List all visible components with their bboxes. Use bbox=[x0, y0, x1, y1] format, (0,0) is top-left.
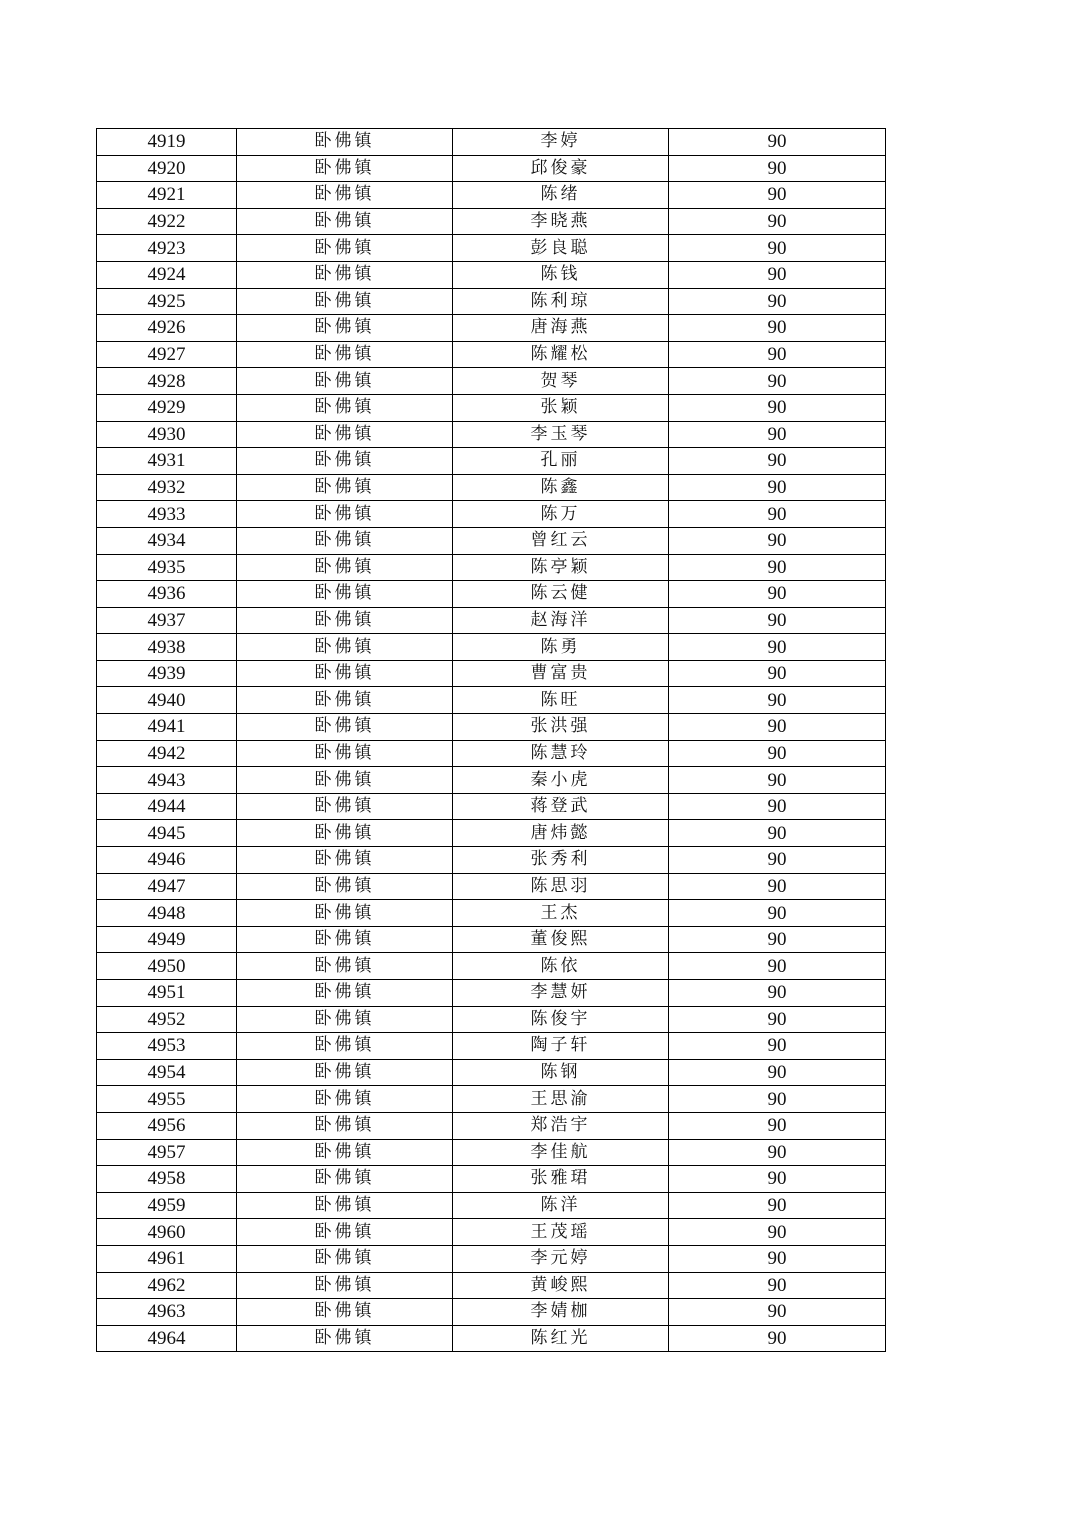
cell-town: 卧佛镇 bbox=[237, 501, 453, 528]
cell-name: 郑浩宇 bbox=[453, 1112, 669, 1139]
table-row bbox=[97, 1006, 886, 1033]
cell-name: 陈钢 bbox=[453, 1059, 669, 1086]
cell-id: 4956 bbox=[97, 1112, 237, 1139]
cell-id: 4949 bbox=[97, 926, 237, 953]
table-row bbox=[97, 1033, 886, 1060]
cell-score: 90 bbox=[669, 554, 886, 581]
cell-name: 张雅珺 bbox=[453, 1166, 669, 1193]
table-row bbox=[97, 182, 886, 209]
cell-name: 陈依 bbox=[453, 953, 669, 980]
cell-score: 90 bbox=[669, 1325, 886, 1352]
cell-name: 陈洋 bbox=[453, 1192, 669, 1219]
table-row bbox=[97, 288, 886, 315]
cell-town: 卧佛镇 bbox=[237, 847, 453, 874]
cell-id: 4932 bbox=[97, 474, 237, 501]
cell-name: 贺琴 bbox=[453, 368, 669, 395]
cell-name: 陈万 bbox=[453, 501, 669, 528]
cell-score: 90 bbox=[669, 820, 886, 847]
table-row bbox=[97, 660, 886, 687]
table-row bbox=[97, 1086, 886, 1113]
cell-score: 90 bbox=[669, 980, 886, 1007]
cell-id: 4957 bbox=[97, 1139, 237, 1166]
cell-name: 李佳航 bbox=[453, 1139, 669, 1166]
cell-score: 90 bbox=[669, 1112, 886, 1139]
cell-name: 张洪强 bbox=[453, 714, 669, 741]
cell-name: 李婧枷 bbox=[453, 1299, 669, 1326]
cell-town: 卧佛镇 bbox=[237, 235, 453, 262]
table-row bbox=[97, 900, 886, 927]
cell-name: 张颖 bbox=[453, 394, 669, 421]
cell-town: 卧佛镇 bbox=[237, 368, 453, 395]
roster-table-body bbox=[97, 129, 886, 1352]
cell-score: 90 bbox=[669, 1299, 886, 1326]
cell-score: 90 bbox=[669, 847, 886, 874]
cell-score: 90 bbox=[669, 182, 886, 209]
cell-town: 卧佛镇 bbox=[237, 448, 453, 475]
cell-name: 李晓燕 bbox=[453, 208, 669, 235]
cell-id: 4922 bbox=[97, 208, 237, 235]
cell-id: 4953 bbox=[97, 1033, 237, 1060]
cell-id: 4937 bbox=[97, 607, 237, 634]
cell-name: 李元婷 bbox=[453, 1245, 669, 1272]
table-row bbox=[97, 554, 886, 581]
table-row bbox=[97, 341, 886, 368]
cell-score: 90 bbox=[669, 288, 886, 315]
table-row bbox=[97, 394, 886, 421]
cell-name: 王思渝 bbox=[453, 1086, 669, 1113]
cell-name: 陈思羽 bbox=[453, 873, 669, 900]
table-row bbox=[97, 208, 886, 235]
cell-town: 卧佛镇 bbox=[237, 1272, 453, 1299]
cell-score: 90 bbox=[669, 261, 886, 288]
cell-score: 90 bbox=[669, 926, 886, 953]
cell-score: 90 bbox=[669, 315, 886, 342]
table-row bbox=[97, 368, 886, 395]
cell-name: 曾红云 bbox=[453, 527, 669, 554]
cell-town: 卧佛镇 bbox=[237, 793, 453, 820]
table-row bbox=[97, 1059, 886, 1086]
table-row bbox=[97, 980, 886, 1007]
cell-town: 卧佛镇 bbox=[237, 288, 453, 315]
cell-town: 卧佛镇 bbox=[237, 767, 453, 794]
cell-name: 陈旺 bbox=[453, 687, 669, 714]
cell-id: 4951 bbox=[97, 980, 237, 1007]
cell-id: 4923 bbox=[97, 235, 237, 262]
cell-score: 90 bbox=[669, 394, 886, 421]
cell-score: 90 bbox=[669, 634, 886, 661]
cell-score: 90 bbox=[669, 1033, 886, 1060]
cell-town: 卧佛镇 bbox=[237, 1006, 453, 1033]
cell-id: 4925 bbox=[97, 288, 237, 315]
table-row bbox=[97, 873, 886, 900]
cell-id: 4946 bbox=[97, 847, 237, 874]
table-row bbox=[97, 607, 886, 634]
cell-id: 4930 bbox=[97, 421, 237, 448]
cell-name: 陈利琼 bbox=[453, 288, 669, 315]
cell-id: 4961 bbox=[97, 1245, 237, 1272]
cell-name: 赵海洋 bbox=[453, 607, 669, 634]
cell-score: 90 bbox=[669, 1272, 886, 1299]
cell-score: 90 bbox=[669, 501, 886, 528]
cell-town: 卧佛镇 bbox=[237, 953, 453, 980]
cell-town: 卧佛镇 bbox=[237, 740, 453, 767]
cell-id: 4926 bbox=[97, 315, 237, 342]
cell-town: 卧佛镇 bbox=[237, 208, 453, 235]
cell-name: 秦小虎 bbox=[453, 767, 669, 794]
cell-name: 陈鑫 bbox=[453, 474, 669, 501]
cell-id: 4933 bbox=[97, 501, 237, 528]
cell-name: 李玉琴 bbox=[453, 421, 669, 448]
cell-town: 卧佛镇 bbox=[237, 687, 453, 714]
cell-id: 4943 bbox=[97, 767, 237, 794]
table-row bbox=[97, 315, 886, 342]
table-row bbox=[97, 1299, 886, 1326]
cell-id: 4924 bbox=[97, 261, 237, 288]
cell-score: 90 bbox=[669, 767, 886, 794]
cell-id: 4931 bbox=[97, 448, 237, 475]
table-row bbox=[97, 1219, 886, 1246]
cell-name: 曹富贵 bbox=[453, 660, 669, 687]
cell-town: 卧佛镇 bbox=[237, 1139, 453, 1166]
cell-town: 卧佛镇 bbox=[237, 980, 453, 1007]
cell-town: 卧佛镇 bbox=[237, 421, 453, 448]
cell-score: 90 bbox=[669, 527, 886, 554]
cell-town: 卧佛镇 bbox=[237, 1033, 453, 1060]
cell-id: 4964 bbox=[97, 1325, 237, 1352]
cell-id: 4963 bbox=[97, 1299, 237, 1326]
cell-name: 陈慧玲 bbox=[453, 740, 669, 767]
cell-id: 4962 bbox=[97, 1272, 237, 1299]
cell-id: 4948 bbox=[97, 900, 237, 927]
table-row bbox=[97, 1139, 886, 1166]
cell-score: 90 bbox=[669, 714, 886, 741]
cell-town: 卧佛镇 bbox=[237, 1299, 453, 1326]
cell-town: 卧佛镇 bbox=[237, 1325, 453, 1352]
cell-town: 卧佛镇 bbox=[237, 155, 453, 182]
table-row bbox=[97, 235, 886, 262]
cell-score: 90 bbox=[669, 448, 886, 475]
cell-name: 唐炜懿 bbox=[453, 820, 669, 847]
table-row bbox=[97, 1272, 886, 1299]
cell-town: 卧佛镇 bbox=[237, 554, 453, 581]
cell-score: 90 bbox=[669, 368, 886, 395]
cell-name: 孔丽 bbox=[453, 448, 669, 475]
cell-name: 陈俊宇 bbox=[453, 1006, 669, 1033]
cell-id: 4958 bbox=[97, 1166, 237, 1193]
cell-town: 卧佛镇 bbox=[237, 341, 453, 368]
table-row bbox=[97, 926, 886, 953]
cell-town: 卧佛镇 bbox=[237, 1059, 453, 1086]
cell-id: 4919 bbox=[97, 129, 237, 156]
cell-name: 陈红光 bbox=[453, 1325, 669, 1352]
cell-name: 黄峻熙 bbox=[453, 1272, 669, 1299]
cell-id: 4955 bbox=[97, 1086, 237, 1113]
cell-score: 90 bbox=[669, 953, 886, 980]
cell-id: 4920 bbox=[97, 155, 237, 182]
cell-score: 90 bbox=[669, 155, 886, 182]
cell-id: 4940 bbox=[97, 687, 237, 714]
cell-id: 4945 bbox=[97, 820, 237, 847]
cell-name: 董俊熙 bbox=[453, 926, 669, 953]
table-row bbox=[97, 1192, 886, 1219]
cell-score: 90 bbox=[669, 793, 886, 820]
table-row bbox=[97, 448, 886, 475]
cell-town: 卧佛镇 bbox=[237, 873, 453, 900]
cell-town: 卧佛镇 bbox=[237, 634, 453, 661]
cell-score: 90 bbox=[669, 1059, 886, 1086]
cell-score: 90 bbox=[669, 208, 886, 235]
cell-name: 蒋登武 bbox=[453, 793, 669, 820]
cell-id: 4921 bbox=[97, 182, 237, 209]
cell-id: 4939 bbox=[97, 660, 237, 687]
cell-name: 王茂瑶 bbox=[453, 1219, 669, 1246]
cell-town: 卧佛镇 bbox=[237, 926, 453, 953]
table-row bbox=[97, 527, 886, 554]
cell-town: 卧佛镇 bbox=[237, 714, 453, 741]
table-row bbox=[97, 1166, 886, 1193]
cell-name: 陶子轩 bbox=[453, 1033, 669, 1060]
table-row bbox=[97, 129, 886, 156]
cell-town: 卧佛镇 bbox=[237, 900, 453, 927]
cell-town: 卧佛镇 bbox=[237, 1086, 453, 1113]
cell-id: 4959 bbox=[97, 1192, 237, 1219]
cell-id: 4954 bbox=[97, 1059, 237, 1086]
cell-score: 90 bbox=[669, 235, 886, 262]
cell-id: 4941 bbox=[97, 714, 237, 741]
cell-id: 4942 bbox=[97, 740, 237, 767]
table-row bbox=[97, 1112, 886, 1139]
cell-town: 卧佛镇 bbox=[237, 1219, 453, 1246]
cell-name: 王杰 bbox=[453, 900, 669, 927]
cell-town: 卧佛镇 bbox=[237, 527, 453, 554]
cell-name: 陈绪 bbox=[453, 182, 669, 209]
table-row bbox=[97, 261, 886, 288]
cell-name: 陈亭颖 bbox=[453, 554, 669, 581]
cell-score: 90 bbox=[669, 1086, 886, 1113]
cell-town: 卧佛镇 bbox=[237, 182, 453, 209]
cell-score: 90 bbox=[669, 1192, 886, 1219]
cell-score: 90 bbox=[669, 421, 886, 448]
cell-id: 4938 bbox=[97, 634, 237, 661]
cell-id: 4935 bbox=[97, 554, 237, 581]
cell-town: 卧佛镇 bbox=[237, 394, 453, 421]
cell-town: 卧佛镇 bbox=[237, 261, 453, 288]
cell-name: 李婷 bbox=[453, 129, 669, 156]
cell-score: 90 bbox=[669, 129, 886, 156]
cell-score: 90 bbox=[669, 660, 886, 687]
cell-score: 90 bbox=[669, 1245, 886, 1272]
cell-id: 4929 bbox=[97, 394, 237, 421]
table-row bbox=[97, 155, 886, 182]
cell-name: 彭良聪 bbox=[453, 235, 669, 262]
cell-name: 张秀利 bbox=[453, 847, 669, 874]
cell-town: 卧佛镇 bbox=[237, 315, 453, 342]
table-row bbox=[97, 793, 886, 820]
cell-town: 卧佛镇 bbox=[237, 1112, 453, 1139]
cell-town: 卧佛镇 bbox=[237, 660, 453, 687]
cell-score: 90 bbox=[669, 900, 886, 927]
table-row bbox=[97, 501, 886, 528]
cell-score: 90 bbox=[669, 873, 886, 900]
cell-name: 陈钱 bbox=[453, 261, 669, 288]
cell-name: 李慧妍 bbox=[453, 980, 669, 1007]
cell-id: 4927 bbox=[97, 341, 237, 368]
cell-town: 卧佛镇 bbox=[237, 129, 453, 156]
cell-name: 陈勇 bbox=[453, 634, 669, 661]
cell-score: 90 bbox=[669, 1219, 886, 1246]
table-row bbox=[97, 820, 886, 847]
cell-id: 4928 bbox=[97, 368, 237, 395]
table-row bbox=[97, 581, 886, 608]
cell-score: 90 bbox=[669, 687, 886, 714]
cell-town: 卧佛镇 bbox=[237, 1245, 453, 1272]
cell-name: 陈耀松 bbox=[453, 341, 669, 368]
cell-id: 4950 bbox=[97, 953, 237, 980]
table-row bbox=[97, 847, 886, 874]
cell-score: 90 bbox=[669, 740, 886, 767]
cell-score: 90 bbox=[669, 1139, 886, 1166]
cell-score: 90 bbox=[669, 474, 886, 501]
cell-name: 唐海燕 bbox=[453, 315, 669, 342]
cell-town: 卧佛镇 bbox=[237, 1166, 453, 1193]
table-row bbox=[97, 634, 886, 661]
cell-score: 90 bbox=[669, 1006, 886, 1033]
cell-id: 4960 bbox=[97, 1219, 237, 1246]
roster-table bbox=[96, 128, 886, 1352]
table-row bbox=[97, 740, 886, 767]
table-row bbox=[97, 687, 886, 714]
cell-town: 卧佛镇 bbox=[237, 474, 453, 501]
cell-score: 90 bbox=[669, 581, 886, 608]
cell-town: 卧佛镇 bbox=[237, 820, 453, 847]
cell-town: 卧佛镇 bbox=[237, 581, 453, 608]
cell-name: 邱俊豪 bbox=[453, 155, 669, 182]
table-row bbox=[97, 421, 886, 448]
cell-id: 4952 bbox=[97, 1006, 237, 1033]
cell-town: 卧佛镇 bbox=[237, 607, 453, 634]
cell-town: 卧佛镇 bbox=[237, 1192, 453, 1219]
table-row bbox=[97, 1325, 886, 1352]
table-row bbox=[97, 767, 886, 794]
cell-score: 90 bbox=[669, 1166, 886, 1193]
cell-id: 4934 bbox=[97, 527, 237, 554]
table-row bbox=[97, 1245, 886, 1272]
cell-id: 4936 bbox=[97, 581, 237, 608]
cell-score: 90 bbox=[669, 341, 886, 368]
table-row bbox=[97, 953, 886, 980]
table-row bbox=[97, 474, 886, 501]
cell-id: 4944 bbox=[97, 793, 237, 820]
cell-name: 陈云健 bbox=[453, 581, 669, 608]
cell-score: 90 bbox=[669, 607, 886, 634]
table-row bbox=[97, 714, 886, 741]
cell-id: 4947 bbox=[97, 873, 237, 900]
